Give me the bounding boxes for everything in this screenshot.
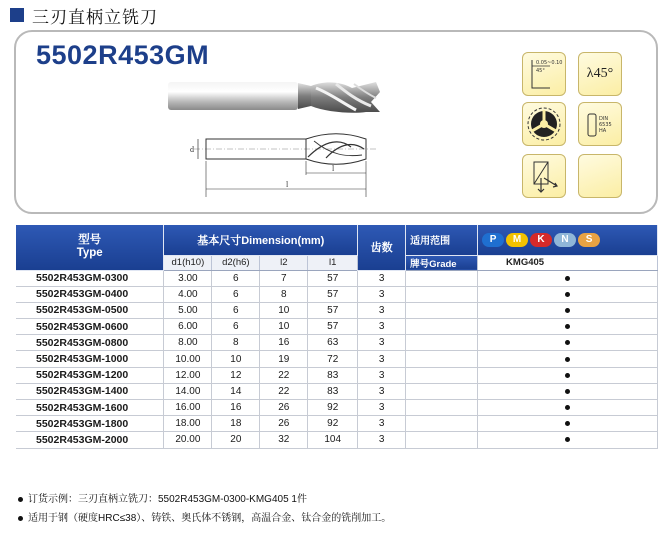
- availability-dot-icon: [565, 373, 570, 378]
- application-note: 适用于钢（硬度HRC≤38）、铸铁、奥氏体不锈钢，高温合金、钛合金的铣削加工。: [18, 509, 391, 528]
- cell-applicable: [406, 286, 478, 302]
- type-header-en: Type: [76, 247, 103, 260]
- din-standard-icon: [578, 102, 622, 146]
- cell-z: 3: [358, 367, 406, 383]
- cell-l2: 22: [260, 383, 308, 399]
- cell-l2: 10: [260, 302, 308, 318]
- availability-dot-icon: [565, 357, 570, 362]
- blank-icon: [578, 154, 622, 198]
- cell-d1: 18.00: [164, 416, 212, 432]
- cell-code: 5502R453GM-0300: [16, 270, 164, 286]
- material-badge-s: S: [578, 233, 600, 247]
- cell-code: 5502R453GM-2000: [16, 432, 164, 448]
- cell-d1: 3.00: [164, 270, 212, 286]
- end-mill-photo: [166, 72, 396, 122]
- type-header-cn: 型号: [78, 234, 102, 247]
- table-row: [16, 367, 658, 383]
- cell-applicable: [406, 335, 478, 351]
- material-badge-k: K: [530, 233, 552, 247]
- cell-code: 5502R453GM-1400: [16, 383, 164, 399]
- l2-subheader: l2: [260, 255, 308, 270]
- cell-d1: 4.00: [164, 286, 212, 302]
- table-row: [16, 286, 658, 302]
- cell-z: 3: [358, 302, 406, 318]
- l1-label: l: [286, 180, 289, 189]
- material-badge-n: N: [554, 233, 576, 247]
- cell-code: 5502R453GM-0400: [16, 286, 164, 302]
- tolerance-icon: [522, 52, 566, 96]
- cell-d2: 14: [212, 383, 260, 399]
- material-badge-p: P: [482, 233, 504, 247]
- table-row: [16, 319, 658, 335]
- grade-value: KMG405: [478, 255, 658, 270]
- cell-code: 5502R453GM-1800: [16, 416, 164, 432]
- cell-grade-availability: [478, 416, 658, 432]
- cell-z: 3: [358, 351, 406, 367]
- cell-d1: 5.00: [164, 302, 212, 318]
- cell-applicable: [406, 351, 478, 367]
- material-badge-m: M: [506, 233, 528, 247]
- cell-d2: 6: [212, 270, 260, 286]
- availability-dot-icon: [565, 405, 570, 410]
- grade-label: 牌号Grade: [406, 255, 478, 270]
- cell-grade-availability: [478, 286, 658, 302]
- cell-l2: 26: [260, 400, 308, 416]
- cell-grade-availability: [478, 270, 658, 286]
- cell-grade-availability: [478, 351, 658, 367]
- cell-l1: 57: [308, 286, 358, 302]
- cell-z: 3: [358, 270, 406, 286]
- cell-z: 3: [358, 416, 406, 432]
- cell-code: 5502R453GM-1600: [16, 400, 164, 416]
- cell-d1: 6.00: [164, 319, 212, 335]
- cell-applicable: [406, 319, 478, 335]
- availability-dot-icon: [565, 340, 570, 345]
- table-row: [16, 270, 658, 286]
- cell-l1: 92: [308, 400, 358, 416]
- material-badges: [482, 233, 600, 247]
- availability-dot-icon: [565, 292, 570, 297]
- svg-text:HA: HA: [599, 128, 607, 134]
- diameter-label: d: [190, 145, 194, 154]
- d2-subheader: d2(h6): [212, 255, 260, 270]
- product-model: 5502R453GM: [36, 40, 210, 70]
- l1-subheader: l1: [308, 255, 358, 270]
- cell-l1: 57: [308, 270, 358, 286]
- helix-angle-icon: λ45°: [578, 52, 622, 96]
- cell-d2: 16: [212, 400, 260, 416]
- cell-grade-availability: [478, 335, 658, 351]
- cell-l1: 57: [308, 319, 358, 335]
- cell-z: 3: [358, 319, 406, 335]
- header-square-icon: [10, 8, 24, 22]
- cell-d2: 8: [212, 335, 260, 351]
- cell-applicable: [406, 416, 478, 432]
- availability-dot-icon: [565, 437, 570, 442]
- table-row: [16, 302, 658, 318]
- order-example-note: 订货示例：三刃直柄立铣刀：5502R453GM-0300-KMG405 1件: [18, 490, 391, 509]
- spec-table: [16, 225, 658, 449]
- availability-dot-icon: [565, 276, 570, 281]
- cell-d2: 20: [212, 432, 260, 448]
- cell-z: 3: [358, 383, 406, 399]
- availability-dot-icon: [565, 389, 570, 394]
- cell-z: 3: [358, 286, 406, 302]
- cell-applicable: [406, 383, 478, 399]
- cell-grade-availability: [478, 432, 658, 448]
- cell-applicable: [406, 367, 478, 383]
- cell-l2: 7: [260, 270, 308, 286]
- applicable-header: 适用范围: [406, 225, 478, 255]
- cell-l1: 57: [308, 302, 358, 318]
- svg-text:DIN: DIN: [599, 116, 609, 122]
- availability-dot-icon: [565, 421, 570, 426]
- end-mill-drawing: [176, 127, 376, 197]
- dimension-header: 基本尺寸Dimension(mm): [164, 225, 358, 255]
- materials-header: [478, 225, 658, 255]
- cell-d1: 10.00: [164, 351, 212, 367]
- cell-code: 5502R453GM-0600: [16, 319, 164, 335]
- cell-d1: 8.00: [164, 335, 212, 351]
- cell-grade-availability: [478, 400, 658, 416]
- table-row: [16, 335, 658, 351]
- svg-text:45°: 45°: [536, 68, 545, 74]
- cell-code: 5502R453GM-1200: [16, 367, 164, 383]
- three-flute-section-icon: [522, 102, 566, 146]
- cell-grade-availability: [478, 367, 658, 383]
- cell-l1: 72: [308, 351, 358, 367]
- cell-l2: 32: [260, 432, 308, 448]
- teeth-header: 齿数: [358, 225, 406, 270]
- type-header: [16, 225, 164, 270]
- cutting-direction-icon: [522, 154, 566, 198]
- cell-code: 5502R453GM-0500: [16, 302, 164, 318]
- table-row: [16, 383, 658, 399]
- bullet-icon: [18, 516, 23, 521]
- cell-l1: 104: [308, 432, 358, 448]
- table-row: [16, 432, 658, 448]
- bullet-icon: [18, 497, 23, 502]
- cell-l1: 83: [308, 367, 358, 383]
- cell-d2: 6: [212, 286, 260, 302]
- cell-grade-availability: [478, 319, 658, 335]
- availability-dot-icon: [565, 324, 570, 329]
- cell-d1: 16.00: [164, 400, 212, 416]
- cell-code: 5502R453GM-1000: [16, 351, 164, 367]
- d1-subheader: d1(h10): [164, 255, 212, 270]
- table-row: [16, 400, 658, 416]
- cell-applicable: [406, 302, 478, 318]
- cell-l2: 19: [260, 351, 308, 367]
- cell-l1: 63: [308, 335, 358, 351]
- cell-d1: 14.00: [164, 383, 212, 399]
- section-title: 三刃直柄立铣刀: [32, 7, 158, 27]
- cell-applicable: [406, 270, 478, 286]
- l2-label: l: [332, 164, 335, 173]
- cell-d2: 10: [212, 351, 260, 367]
- cell-d2: 18: [212, 416, 260, 432]
- cell-z: 3: [358, 400, 406, 416]
- table-row: [16, 416, 658, 432]
- cell-z: 3: [358, 335, 406, 351]
- svg-text:6535: 6535: [599, 122, 612, 128]
- cell-grade-availability: [478, 383, 658, 399]
- cell-d2: 6: [212, 319, 260, 335]
- cell-d1: 12.00: [164, 367, 212, 383]
- cell-applicable: [406, 432, 478, 448]
- cell-code: 5502R453GM-0800: [16, 335, 164, 351]
- cell-grade-availability: [478, 302, 658, 318]
- notes: [18, 490, 391, 528]
- cell-l1: 92: [308, 416, 358, 432]
- cell-l2: 26: [260, 416, 308, 432]
- cell-d1: 20.00: [164, 432, 212, 448]
- cell-z: 3: [358, 432, 406, 448]
- availability-dot-icon: [565, 308, 570, 313]
- table-row: [16, 351, 658, 367]
- cell-l1: 83: [308, 383, 358, 399]
- product-panel: [14, 30, 658, 214]
- cell-d2: 12: [212, 367, 260, 383]
- cell-l2: 16: [260, 335, 308, 351]
- cell-l2: 8: [260, 286, 308, 302]
- cell-l2: 10: [260, 319, 308, 335]
- cell-d2: 6: [212, 302, 260, 318]
- svg-text:0.05~0.10: 0.05~0.10: [536, 60, 563, 66]
- cell-l2: 22: [260, 367, 308, 383]
- cell-applicable: [406, 400, 478, 416]
- section-header: [10, 4, 158, 26]
